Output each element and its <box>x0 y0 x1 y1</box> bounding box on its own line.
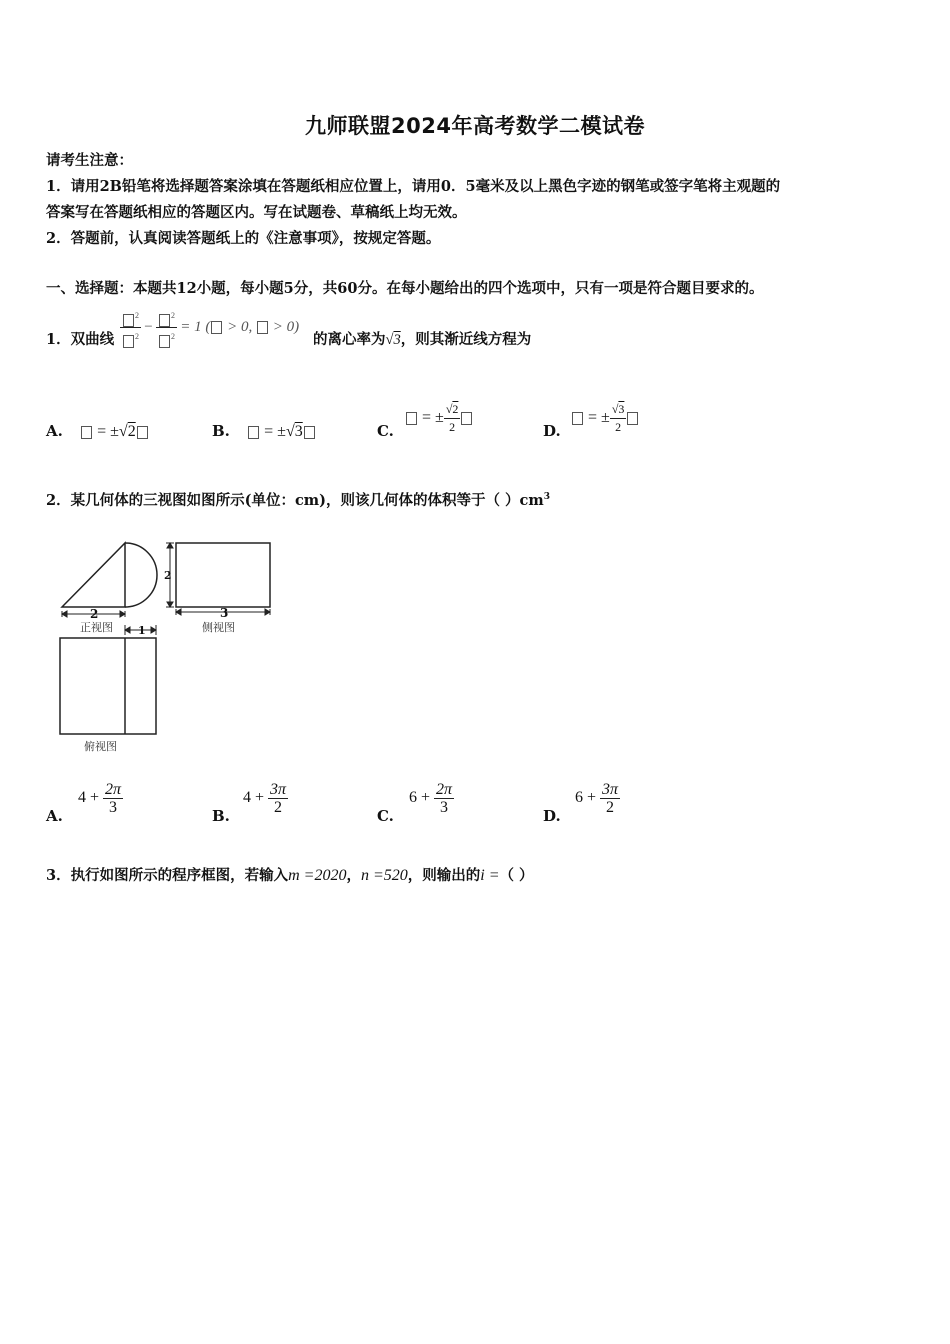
q3-m-value: m =2020 <box>288 867 347 884</box>
q2-option-c-label[interactable]: C. <box>377 807 394 825</box>
q2-option-d-expr: 6 + $\frac{3\pi}{2}$ <box>575 781 619 816</box>
q1-prefix: 1．双曲线 <box>46 331 115 348</box>
q3-stem: 3．执行如图所示的程序框图，若输入m =2020，n =520，则输出的i =（ ） <box>46 867 534 884</box>
q1-option-d-label[interactable]: D. <box>543 422 561 440</box>
notice-item-1-line-1: 1．请用2B铅笔将选择题答案涂填在答题纸相应位置上，请用0．5毫米及以上黑色字迹的钢笔或签字笔将主观题的 <box>46 178 781 195</box>
notice-block <box>46 148 906 252</box>
q1-stem-tail <box>313 328 531 349</box>
q3-n-value: n =520 <box>360 867 408 884</box>
q1-option-c-expr: = ± $\frac{√2}{2}$ <box>405 401 473 436</box>
q2-stem: 2．某几何体的三视图如图所示(单位：cm)，则该几何体的体积等于（ ）$cm^3$ <box>46 492 550 509</box>
q1-option-a[interactable]: A. = ±√2 <box>46 422 149 441</box>
q1-frac-x: $\frac{^2}{^2}$ <box>120 307 141 349</box>
notice-item-2: 2．答题前，认真阅读答题纸上的《注意事项》，按规定答题。 <box>46 230 441 247</box>
q2-option-b-label[interactable]: B. <box>212 807 230 825</box>
q1-eccentricity: √3 <box>385 332 401 348</box>
front-dim-2-label: 2 <box>90 607 99 621</box>
top-dim-1-label: 1 <box>138 624 146 637</box>
side-dim-2-label: 2 <box>164 569 172 582</box>
q1-option-c-label[interactable]: C. <box>377 422 394 440</box>
notice-item-1-line-2: 答案写在答题纸相应的答题区内。写在试题卷、草稿纸上均无效。 <box>46 204 467 221</box>
page-title: 九师联盟2024年高考数学二模试卷 <box>305 114 645 138</box>
q1-frac-y: $\frac{^2}{^2}$ <box>156 307 177 349</box>
side-view-label: 侧视图 <box>202 621 235 634</box>
q2-option-b-expr: 4 + $\frac{3\pi}{2}$ <box>243 781 287 816</box>
q1-hyperbola-equation: $\frac{^2}{^2}$ − $\frac{^2}{^2}$ = 1 ( > 0, > 0) <box>120 307 299 349</box>
notice-heading: 请考生注意： <box>46 152 133 169</box>
q1-option-b[interactable]: B. = ±√3 <box>212 422 316 441</box>
q2-option-a-label[interactable]: A. <box>46 807 63 825</box>
front-view-label: 正视图 <box>80 621 113 634</box>
section-1-header: 一、选择题：本题共12小题，每小题5分，共60分。在每小题给出的四个选项中，只有一项是符合题目要求的。 <box>46 280 764 297</box>
side-view <box>176 543 270 607</box>
top-view-label: 俯视图 <box>84 740 117 753</box>
three-view-figure <box>50 535 290 760</box>
q1-option-d-expr: = ± $\frac{√3}{2}$ <box>571 401 639 436</box>
side-dim-3-label: 3 <box>220 606 229 620</box>
q3-i-output: i = <box>480 867 500 884</box>
q2-option-d-label[interactable]: D. <box>543 807 561 825</box>
q2-option-a-expr: 4 + $\frac{2\pi}{3}$ <box>78 781 122 816</box>
front-view <box>62 543 157 607</box>
q1-suffix-a: 的离心率为 <box>313 331 386 348</box>
q2-option-c-expr: 6 + $\frac{2\pi}{3}$ <box>409 781 453 816</box>
top-view <box>60 638 156 734</box>
q1-suffix-b: ，则其渐近线方程为 <box>400 331 532 348</box>
